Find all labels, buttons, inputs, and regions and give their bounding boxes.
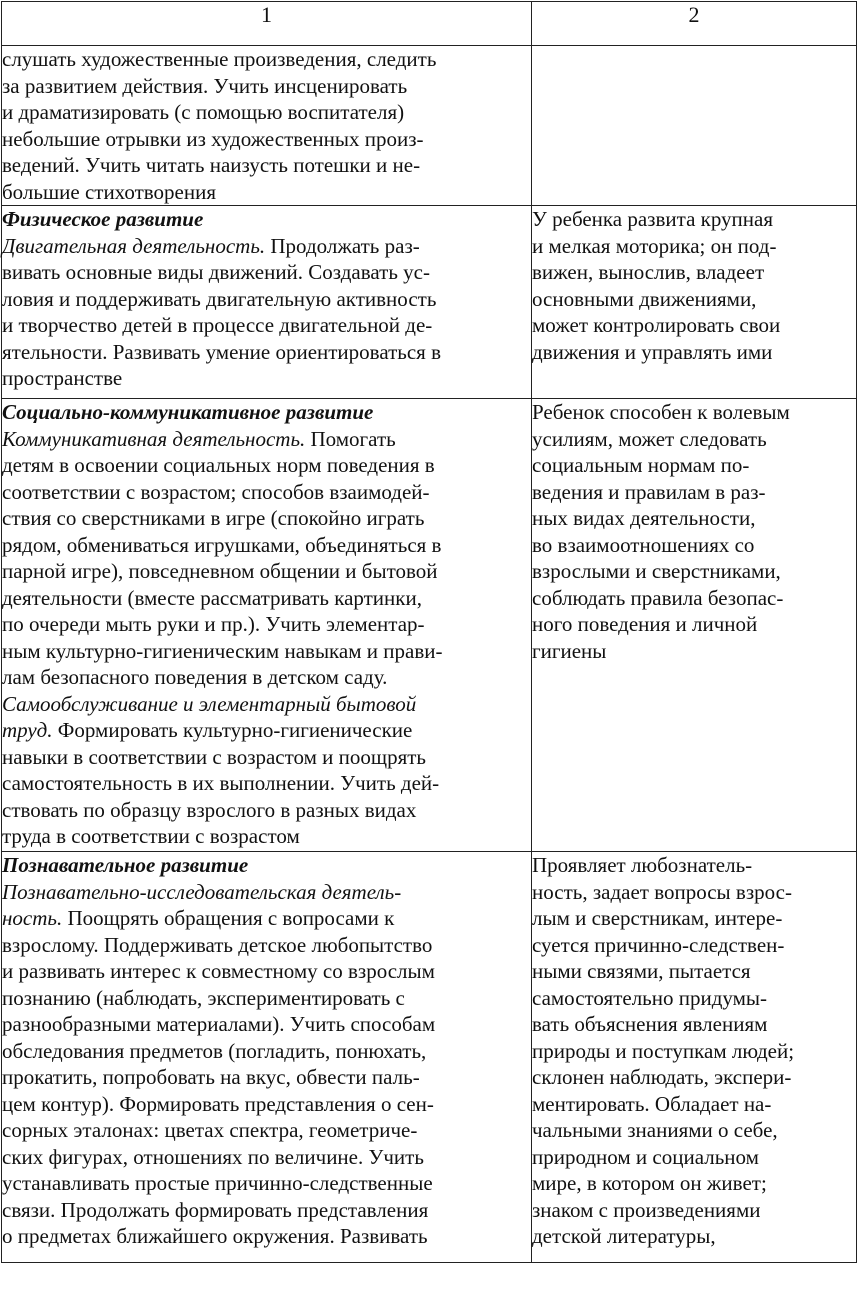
text-line: Проявляет любознатель- — [532, 853, 753, 877]
text-line: во взаимоотношениях со — [532, 532, 755, 557]
text-line: природном и социальном — [532, 1144, 759, 1169]
text-line: ствовать по образцу взрослого в разных видах — [2, 797, 417, 822]
text-line: ных видах деятельности, — [532, 506, 756, 530]
text-line — [2, 426, 531, 453]
text-line: ного поведения и личной — [532, 612, 758, 636]
text-line: взрослыми и сверстниками, — [532, 559, 781, 583]
text-line: усилиям, может следовать — [532, 426, 767, 451]
text-line: соблюдать правила безопас- — [532, 585, 784, 610]
text-line: У ребенка развита крупная — [532, 207, 774, 231]
section-heading: Познавательное развитие — [2, 853, 249, 877]
row1-left-cell — [2, 46, 532, 206]
text-line: ведений. Учить читать наизусть потешки и не- — [2, 153, 421, 177]
text-line: рядом, обмениваться игрушками, объединяться в — [2, 532, 442, 557]
row2-right-cell — [532, 206, 857, 399]
text-line: и мелкая моторика; он под- — [532, 233, 777, 258]
text-line — [2, 717, 531, 744]
text-line: может контролировать свои — [532, 313, 781, 337]
text-line: ментировать. Обладает на- — [532, 1091, 772, 1116]
text-line: большие стихотворения — [2, 179, 217, 204]
text-line: связи. Продолжать формировать представления — [2, 1197, 429, 1222]
subsection-title: Самообслуживание и элементарный бытовой — [2, 691, 417, 716]
text-line: гигиены — [532, 638, 607, 663]
section-heading: Физическое развитие — [2, 207, 204, 231]
text-line: ведения и правилам в раз- — [532, 479, 766, 504]
text-line: вивать основные виды движений. Создавать ус- — [2, 260, 430, 284]
text-fragment: Формировать культурно-гигиенические — [52, 718, 413, 742]
table-row — [2, 46, 857, 206]
row2-left-cell — [2, 206, 532, 399]
text-line: лам безопасного поведения в детском саду. — [2, 665, 388, 689]
text-line: вижен, вынослив, владеет — [532, 260, 765, 284]
text-line: соответствии с возрастом; способов взаимодей- — [2, 479, 430, 504]
text-line: детям в освоении социальных норм поведения в — [2, 453, 435, 477]
text-line: по очереди мыть руки и пр.). Учить элементар- — [2, 612, 425, 636]
section-heading: Социально-коммуникативное развитие — [2, 400, 374, 424]
subsection-title: ность. — [2, 906, 63, 930]
text-line: ских фигурах, отношениях по величине. Учить — [2, 1144, 424, 1169]
text-line: ятельности. Развивать умение ориентироваться в — [2, 339, 441, 364]
text-line: познанию (наблюдать, экспериментировать с — [2, 985, 405, 1010]
row3-left-cell — [2, 399, 532, 852]
text-line: ствия со сверстниками в игре (спокойно играть — [2, 506, 425, 530]
column-header-1: 1 — [2, 2, 532, 46]
text-line — [2, 233, 531, 260]
text-line: вать объяснения явлениям — [532, 1012, 768, 1036]
text-line: навыки в соответствии с возрастом и поощрять — [2, 744, 426, 769]
row4-right-cell — [532, 852, 857, 1263]
text-line: мире, в котором он живет; — [532, 1171, 767, 1195]
text-line: склонен наблюдать, экспери- — [532, 1065, 792, 1089]
text-line: ным культурно-гигиеническим навыкам и прави- — [2, 638, 443, 663]
text-line — [2, 905, 531, 932]
text-line: слушать художественные произведения, следить — [2, 47, 437, 71]
header-row — [2, 2, 857, 46]
text-line: Ребенок способен к волевым — [532, 400, 790, 424]
text-line: движения и управлять ими — [532, 339, 773, 364]
text-line: прокатить, попробовать на вкус, обвести паль- — [2, 1065, 420, 1089]
text-line: ловия и поддерживать двигательную активность — [2, 286, 437, 311]
text-line: детской литературы, — [532, 1224, 716, 1248]
text-line: труда в соответствии с возрастом — [2, 824, 300, 848]
text-line: и драматизировать (с помощью воспитателя) — [2, 100, 405, 124]
subsection-title: труд. — [2, 718, 53, 742]
row3-right-cell — [532, 399, 857, 852]
text-line: разнообразными материалами). Учить способам — [2, 1012, 436, 1036]
text-line: ными связями, пытается — [532, 959, 751, 983]
text-line: пространстве — [2, 366, 123, 390]
text-line: сорных эталонах: цветах спектра, геометриче- — [2, 1118, 418, 1142]
text-line: чальными знаниями о себе, — [532, 1118, 778, 1142]
text-line: природы и поступкам людей; — [532, 1038, 795, 1063]
text-line: парной игре), повседневном общении и бытовой — [2, 559, 438, 583]
row4-left-cell — [2, 852, 532, 1263]
text-line: небольшие отрывки из художественных произ- — [2, 126, 424, 151]
text-line: лым и сверстникам, интере- — [532, 906, 783, 930]
text-line: цем контур). Формировать представления о сен- — [2, 1091, 434, 1116]
subsection-title: Познавательно-исследовательская деятель- — [2, 879, 402, 904]
text-line: знаком с произведениями — [532, 1197, 761, 1222]
text-fragment: Помогать — [305, 426, 396, 451]
text-line: о предметах ближайшего окружения. Развивать — [2, 1224, 428, 1248]
subsection-title: Коммуникативная деятельность. — [2, 426, 306, 451]
text-line: взрослому. Поддерживать детское любопытство — [2, 932, 433, 957]
text-line: самостоятельно придумы- — [532, 985, 768, 1010]
table-row — [2, 206, 857, 399]
text-line: устанавливать простые причинно-следственные — [2, 1171, 433, 1195]
text-line: суется причинно-следствен- — [532, 932, 785, 957]
text-line: деятельности (вместе рассматривать картинки, — [2, 585, 422, 610]
text-line: и творчество детей в процессе двигательной де- — [2, 313, 433, 337]
text-fragment: Продолжать раз- — [265, 233, 420, 258]
subsection-title: Двигательная деятельность. — [2, 233, 266, 258]
text-line: социальным нормам по- — [532, 453, 750, 477]
text-line: самостоятельность в их выполнении. Учить дей- — [2, 771, 440, 795]
text-line: ность, задает вопросы взрос- — [532, 879, 792, 904]
text-line: и развивать интерес к совместному со взрослым — [2, 959, 435, 983]
content-table — [1, 1, 857, 1263]
table-row — [2, 399, 857, 852]
text-fragment: Поощрять обращения с вопросами к — [62, 906, 395, 930]
text-line: обследования предметов (погладить, понюхать, — [2, 1038, 427, 1063]
column-header-2: 2 — [532, 2, 857, 46]
row1-right-cell — [532, 46, 857, 206]
text-line: за развитием действия. Учить инсценировать — [2, 73, 408, 98]
table-row — [2, 852, 857, 1263]
text-line: основными движениями, — [532, 286, 757, 311]
